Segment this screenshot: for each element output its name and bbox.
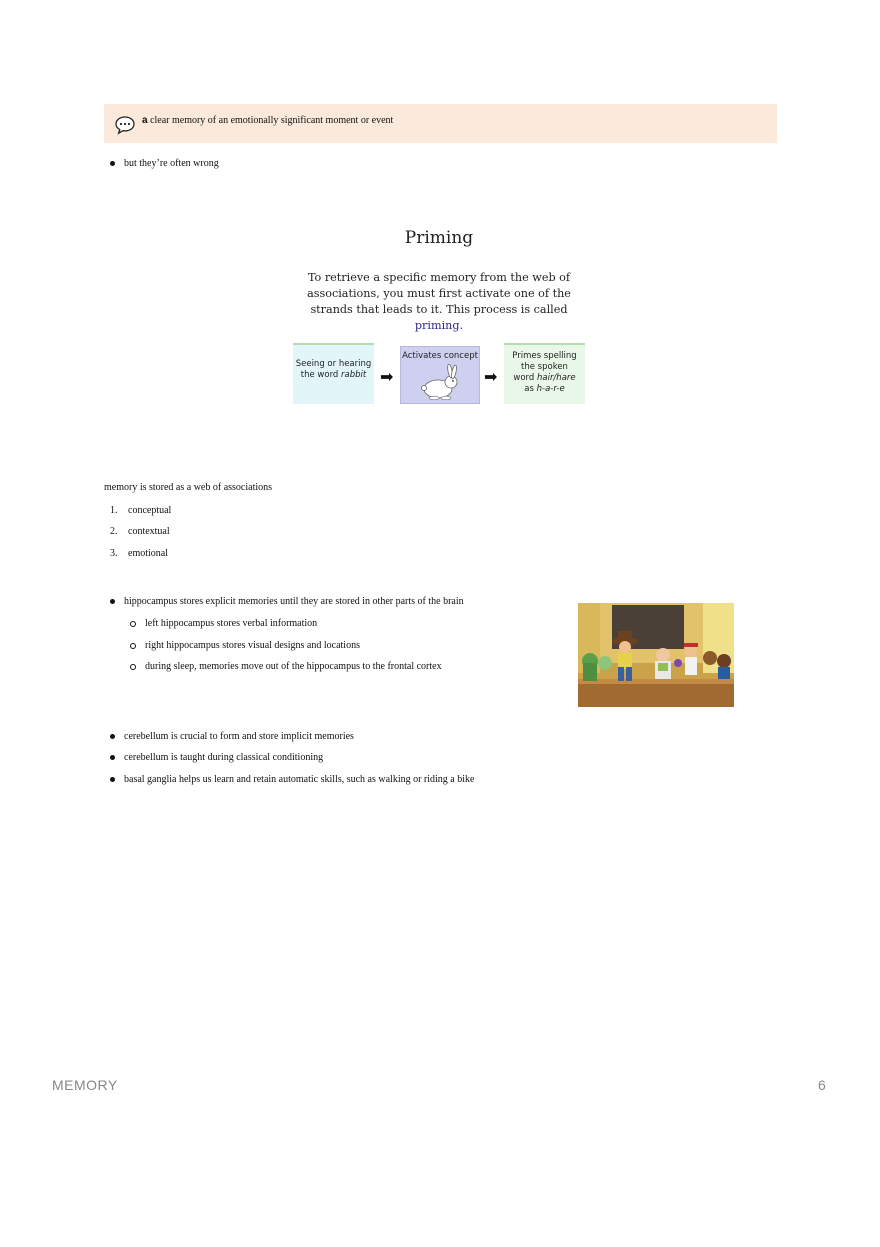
box-line-text: as (524, 384, 537, 394)
priming-figure (290, 224, 588, 410)
activates-concept-box (400, 346, 480, 404)
item-number: 3. (110, 548, 118, 559)
list-item-text: hippocampus stores explicit memories until they are stored in other parts of the brain (124, 596, 464, 607)
box-italic: rabbit (341, 370, 367, 380)
box-line: the spoken (521, 362, 568, 372)
bullet-dot (110, 755, 115, 760)
numbered-item (110, 526, 170, 537)
box-line (293, 370, 374, 381)
list-item-text: basal ganglia helps us learn and retain automatic skills, such as walking or riding a bike (124, 774, 475, 785)
sub-list-item (130, 618, 317, 629)
rabbit-icon (414, 364, 466, 402)
primes-spelling-box (504, 343, 585, 404)
callout-definition: clear memory of an emotionally significant moment or event (150, 115, 394, 126)
bullet-dot (110, 777, 115, 782)
item-number: 1. (110, 505, 118, 516)
box-line-text: word (513, 373, 537, 383)
callout-box (104, 104, 777, 143)
sub-list-item (130, 661, 442, 672)
speech-bubble-icon (114, 114, 136, 136)
list-item-text: but they’re often wrong (124, 158, 219, 169)
box-italic: h-a-r-e (536, 384, 565, 394)
list-item (110, 158, 219, 169)
toy-characters-image (578, 603, 734, 707)
bullet-dot (110, 161, 115, 166)
list-item (110, 752, 323, 763)
web-intro-text: memory is stored as a web of associations (104, 482, 273, 493)
sub-list-item-text: during sleep, memories move out of the hippocampus to the frontal cortex (145, 661, 442, 672)
bullet-circle (130, 643, 136, 649)
callout-bold: a (142, 115, 148, 126)
box-line: Primes spelling (512, 351, 577, 361)
figure-desc-line: strands that leads to it. This process is called (310, 303, 568, 316)
list-item-text: cerebellum is crucial to form and store implicit memories (124, 731, 354, 742)
figure-desc-line: To retrieve a specific memory from the web of (307, 271, 571, 284)
box-line (504, 373, 585, 384)
item-number: 2. (110, 526, 118, 537)
numbered-item-text: emotional (128, 548, 168, 559)
numbered-item-text: contextual (128, 526, 170, 537)
box-italic: hair/hare (536, 373, 576, 383)
sub-list-item-text: right hippocampus stores visual designs and locations (145, 640, 360, 651)
seeing-word-box (293, 343, 374, 404)
list-item (110, 596, 464, 607)
right-arrow-icon: ➡ (484, 369, 498, 386)
box-line: Seeing or hearing (295, 359, 372, 369)
bullet-circle (130, 621, 136, 627)
list-item-text: cerebellum is taught during classical conditioning (124, 752, 324, 763)
box-line: Activates concept (402, 351, 478, 361)
figure-desc-highlight: priming. (414, 319, 464, 332)
list-item (110, 731, 354, 742)
right-arrow-icon: ➡ (380, 369, 394, 386)
bullet-circle (130, 664, 136, 670)
bullet-dot (110, 599, 115, 604)
page-number: 6 (818, 1077, 826, 1093)
sub-list-item-text: left hippocampus stores verbal information (145, 618, 318, 629)
figure-title: Priming (404, 228, 474, 248)
box-line-text: the word (300, 370, 342, 380)
list-item (110, 774, 474, 785)
callout-text (142, 115, 393, 126)
figure-desc-line: associations, you must first activate one of the (307, 287, 571, 300)
numbered-item (110, 505, 171, 516)
bullet-dot (110, 734, 115, 739)
sub-list-item (130, 640, 360, 651)
figure-description (290, 270, 588, 334)
numbered-item (110, 548, 168, 559)
box-line (504, 384, 585, 395)
footer-section-label: MEMORY (52, 1077, 118, 1093)
numbered-item-text: conceptual (128, 505, 172, 516)
